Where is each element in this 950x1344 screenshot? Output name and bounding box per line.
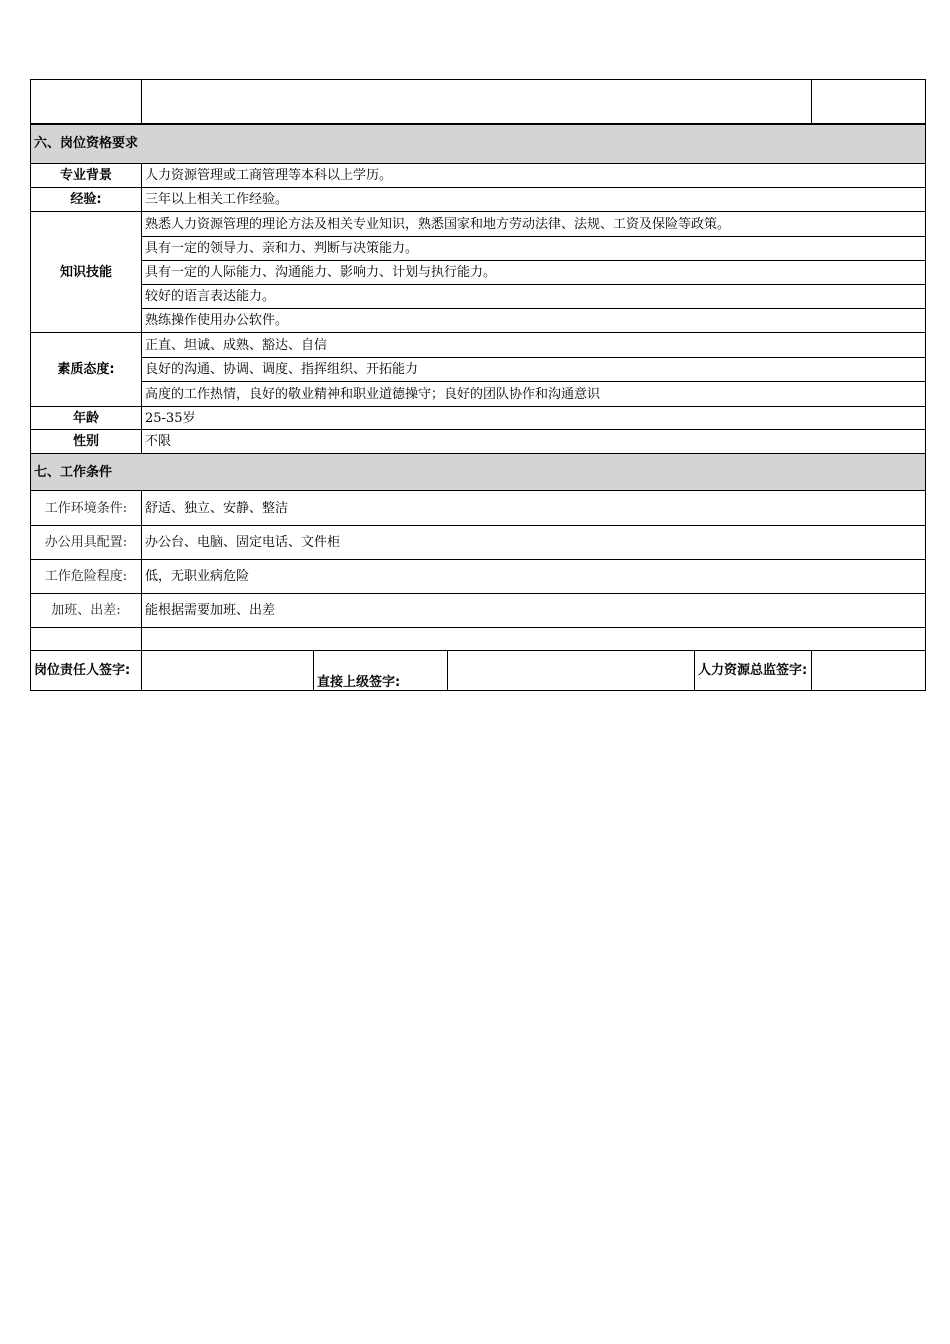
environment-label: 工作环境条件:: [31, 491, 142, 526]
gender-label: 性别: [31, 430, 142, 454]
experience-value: 三年以上相关工作经验。: [142, 188, 926, 212]
attitude-item: 高度的工作热情，良好的敬业精神和职业道德操守；良好的团队协作和沟通意识: [142, 382, 926, 407]
gender-value: 不限: [142, 430, 926, 454]
section-title-conditions: 七、工作条件: [31, 454, 926, 491]
skills-item: 熟悉人力资源管理的理论方法及相关专业知识，熟悉国家和地方劳动法律、法规、工资及保险等政策。: [142, 212, 926, 237]
skills-row: [31, 285, 926, 309]
supervisor-signature-label: 直接上级签字:: [314, 651, 448, 691]
blank-cell: [812, 80, 926, 124]
equipment-label: 办公用具配置:: [31, 526, 142, 560]
gender-row: [31, 430, 926, 454]
blank-cell: [142, 628, 926, 651]
equipment-row: [31, 526, 926, 560]
holder-signature-label: 岗位责任人签字:: [31, 651, 142, 691]
hazard-value: 低，无职业病危险: [142, 560, 926, 594]
blank-top-row: [31, 80, 926, 124]
skills-row: [31, 309, 926, 333]
hazard-label: 工作危险程度:: [31, 560, 142, 594]
skills-row: [31, 212, 926, 237]
environment-value: 舒适、独立、安静、整洁: [142, 491, 926, 526]
blank-cell: [31, 80, 142, 124]
skills-item: 较好的语言表达能力。: [142, 285, 926, 309]
holder-signature-field[interactable]: [142, 651, 314, 691]
hr-director-signature-label: 人力资源总监签字:: [695, 651, 812, 691]
environment-row: [31, 491, 926, 526]
blank-row: [31, 628, 926, 651]
overtime-value: 能根据需要加班、出差: [142, 594, 926, 628]
experience-label: 经验:: [31, 188, 142, 212]
skills-label: 知识技能: [31, 212, 142, 333]
section-header-row: [31, 124, 926, 164]
supervisor-signature-field[interactable]: [448, 651, 695, 691]
skills-item: 具有一定的人际能力、沟通能力、影响力、计划与执行能力。: [142, 261, 926, 285]
overtime-row: [31, 594, 926, 628]
blank-cell: [31, 628, 142, 651]
skills-item: 具有一定的领导力、亲和力、判断与决策能力。: [142, 237, 926, 261]
age-row: [31, 407, 926, 430]
major-label: 专业背景: [31, 164, 142, 188]
attitude-row: [31, 333, 926, 358]
overtime-label: 加班、出差:: [31, 594, 142, 628]
attitude-item: 正直、坦诚、成熟、豁达、自信: [142, 333, 926, 358]
section-title-qualifications: 六、岗位资格要求: [31, 124, 926, 164]
section-header-row: [31, 454, 926, 491]
major-row: [31, 164, 926, 188]
attitude-label: 素质态度:: [31, 333, 142, 407]
age-value: 25-35岁: [142, 407, 926, 430]
skills-row: [31, 237, 926, 261]
hazard-row: [31, 560, 926, 594]
skills-item: 熟练操作使用办公软件。: [142, 309, 926, 333]
equipment-value: 办公台、电脑、固定电话、文件柜: [142, 526, 926, 560]
major-value: 人力资源管理或工商管理等本科以上学历。: [142, 164, 926, 188]
job-description-table: [30, 79, 926, 691]
hr-director-signature-field[interactable]: [812, 651, 926, 691]
age-label: 年龄: [31, 407, 142, 430]
signature-row: [31, 651, 926, 691]
attitude-row: [31, 358, 926, 382]
attitude-row: [31, 382, 926, 407]
experience-row: [31, 188, 926, 212]
skills-row: [31, 261, 926, 285]
attitude-item: 良好的沟通、协调、调度、指挥组织、开拓能力: [142, 358, 926, 382]
blank-cell: [142, 80, 812, 124]
